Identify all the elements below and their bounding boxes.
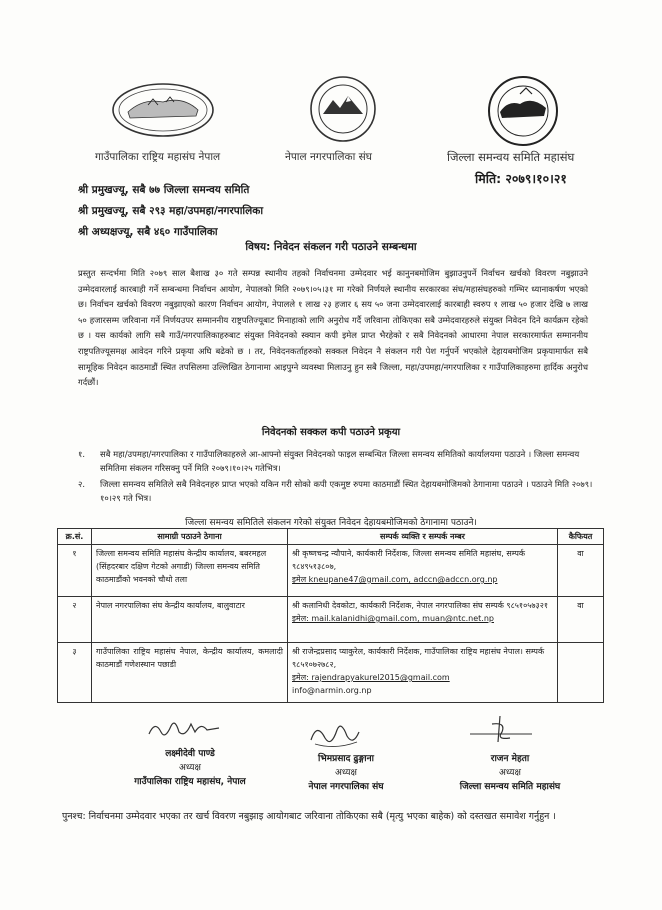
column-header: सामाग्री पठाउने ठेगाना: [92, 529, 288, 545]
column-header: क्र.सं.: [58, 529, 92, 545]
signatory-title: अध्यक्ष: [499, 768, 521, 778]
table-row: [58, 597, 604, 643]
signatory-2: [256, 752, 436, 794]
signatory-name: भिमप्रसाद ढुङ्गाना: [318, 754, 374, 764]
contact-person: श्री कृष्णचन्द्र न्यौपाने, कार्यकारी निर्देशक, जिल्ला समन्वय समिति महासंघ, सम्पर्क ९८४९५१३८०७,: [292, 549, 526, 571]
addressee-line: श्री अध्यक्षज्यू, सबै ४६० गाउँपालिका: [78, 226, 218, 238]
row-address: गाउँपालिका राष्ट्रिय महासंघ नेपाल, केन्द्रीय कार्यालय, कमलादी काठमाडौं गणेशस्थान पछाडी: [92, 643, 288, 703]
procedure-item-text: सबै महा/उपमहा/नगरपालिका र गाउँपालिकाहरुले आ-आफ्नो संयुक्त निवेदनको फाइल सम्बन्धित जिल्ला समन्वय समितिको कार्यालयमा पठाउने । जिल्ला समन्वय समितिमा संकलन गरिसक्नु पर्ने मिति २०७९।१०।२५ गतेभित्र।: [100, 449, 580, 473]
org-name-district: जिल्ला समन्वय समिति महासंघ: [447, 150, 575, 164]
signatory-1: [100, 747, 280, 789]
contact-email: इमेल kneupane47@gmail.com, adccn@adccn.org.np: [292, 575, 498, 584]
signatory-title: अध्यक्ष: [179, 763, 201, 773]
procedure-item-text: जिल्ला समन्वय समितिले सबै निवेदनहरु प्राप्त भएको यकिन गरी सोको कपी एकमुष्ट रुपमा काठमाडौं स्थित देहायबमोजिमको ठेगानामा पठाउने । पठाउने मिति २०७९।१०।२९ गते भित्र।: [100, 479, 593, 503]
row-number: ३: [58, 643, 92, 703]
letter-body: प्रस्तुत सन्दर्भमा मिति २०७९ साल बैशाख ३० गते सम्पन्न स्थानीय तहको निर्वाचनमा उम्मेदवार भई कानुनबमोजिम बुझाउनुपर्ने निर्वाचन खर्चको विवरण नबुझाउने उम्मेदवारलाई कारबाही गर्ने सम्बन्धमा निर्वाचन आयोग, नेपालको मिति २०७९।०५।३१ मा गरेको निर्णयले स्थानीय सरकारका संघ/महासंघहरुको गम्भिर ध्यानाकर्षण भएको छ। निर्वाचन खर्चको विवरण नबुझाएको कारण निर्वाचन आयोग, नेपालले १ लाख २३ हजार ६ सय ५० जना उम्मेदवारलाई कारबाही स्वरुप १ लाख ५० हजार देखि ७ लाख ५० हजारसम्म जरिवाना गर्ने निर्णयउपर सम्माननीय राष्ट्रपतिज्यूबाट मिनाहाको लागि अनुरोध गर्दै जरिवाना तोकिएका सबै उम्मेदवारहरुले संयुक्त निवेदन दिने कार्यक्रम रहेको छ । यस कार्यको लागि सबै गाउँ/नगरपालिकाहरुबाट संयुक्त निवेदनको स्क्यान कपी इमेल प्राप्त भैरहेको र सबै निवेदनको आधारमा नेपाल सरकारमार्फत सम्माननीय राष्ट्रपतिज्यूसमक्ष आवेदन गरिने प्रकृया अघि बढेको छ । तर, निवेदनकर्ताहरुको सक्कल निवेदन नै संकलन गरी पेश गर्नुपर्ने भएकोले देहायबमोजिम प्रकृयामार्फत सबै सामूहिक निवेदन काठमाडौं स्थित तपसिलमा उल्लिखित ठेगानामा आइपुग्ने व्यवस्था मिलाउनु हुन सबै जिल्ला, महा/उपमहा/नगरपालिका र गाउँपालिकाहरुमा हार्दिक अनुरोध गर्दछौं।: [78, 268, 588, 388]
org-name-gaunpalika: गाउँपालिका राष्ट्रिय महासंघ नेपाल: [95, 151, 221, 163]
logo-district-coordination-association: [486, 74, 560, 152]
signatory-org: नेपाल नगरपालिका संघ: [308, 782, 384, 792]
addressee-line: श्री प्रमुखज्यू, सबै २९३ महा/उपमहा/नगरपालिका: [78, 205, 264, 217]
letter-date: मिति: २०७९।१०।२१: [475, 171, 567, 186]
signatory-name: लक्ष्मीदेवी पाण्डे: [165, 749, 215, 759]
contact-email-secondary: info@narmin.org.np: [292, 686, 372, 695]
row-remark: [558, 643, 604, 703]
contact-email: इमेल: mail.kalanidhi@gmail.com, muan@ntc.net.np: [292, 614, 494, 623]
row-number: १: [58, 545, 92, 597]
logo-gaunpalika-association: [108, 80, 218, 144]
table-row: [58, 545, 604, 597]
row-number: २: [58, 597, 92, 643]
procedure-heading: निवेदनको सक्कल कपी पठाउने प्रकृया: [261, 427, 401, 438]
org-name-municipal: नेपाल नगरपालिका संघ: [285, 151, 372, 163]
row-remark: वा: [558, 597, 604, 643]
procedure-item-number: २.: [78, 479, 86, 489]
contact-person: श्री राजेन्द्रप्रसाद प्याकुरेल, कार्यकारी निर्देशक, गाउँपालिका राष्ट्रिय महासंघ नेपाल। सम्पर्क ९८५१०७२७८२,: [292, 647, 545, 669]
signature-scribble-2: [305, 716, 365, 752]
letter-subject: विषय: निवेदन संकलन गरी पठाउने सम्बन्धमा: [245, 241, 417, 253]
signatory-org: जिल्ला समन्वय समिति महासंघ: [459, 782, 561, 792]
signature-scribble-1: [145, 714, 225, 744]
column-header: सम्पर्क व्यक्ति र सम्पर्क नम्बर: [288, 529, 558, 545]
row-contact: [288, 597, 558, 643]
column-header: कैफियत: [558, 529, 604, 545]
postscript-note: पुनश्च: निर्वाचनमा उम्मेदवार भएका तर खर्च विवरण नबुझाइ आयोगबाट जरिवाना तोकिएका सबै (मृत्यु भएका बाहेक) को दस्तखत समावेश गर्नुहुन ।: [62, 811, 556, 822]
signatory-org: गाउँपालिका राष्ट्रिय महासंघ, नेपाल: [134, 777, 246, 787]
row-remark: वा: [558, 545, 604, 597]
row-contact: [288, 643, 558, 703]
contact-email: इमेल: rajendrapyakurel2015@gmail.com: [292, 673, 450, 682]
signatory-3: [420, 752, 600, 794]
signature-scribble-3: [462, 712, 542, 748]
row-address: जिल्ला समन्वय समिति महासंघ केन्द्रीय कार्यालय, बबरमहल (सिंहदरबार दक्षिण गेटको अगाडी) जिल्ला समन्वय समिति काठमाडौंको भवनको चौथो तला: [92, 545, 288, 597]
signatory-title: अध्यक्ष: [335, 768, 357, 778]
row-contact: [288, 545, 558, 597]
procedure-item-number: १.: [78, 449, 86, 459]
addressee-line: श्री प्रमुखज्यू, सबै ७७ जिल्ला समन्वय समिति: [78, 184, 250, 196]
logo-municipal-association: [308, 74, 378, 148]
table-header-row: [58, 529, 604, 545]
address-table: [57, 528, 604, 703]
signatory-name: राजन मेहता: [490, 754, 530, 764]
contact-person: श्री कलानिधी देवकोटा, कार्यकारी निर्देशक, नेपाल नगरपालिका संघ सम्पर्क ९८५१०५७३२१: [292, 601, 549, 610]
table-caption: जिल्ला समन्वय समितिले संकलन गरेको संयुक्त निवेदन देहायबमोजिमको ठेगानामा पठाउने।: [185, 518, 477, 528]
table-row: [58, 643, 604, 703]
row-address: नेपाल नगरपालिका संघ केन्द्रीय कार्यालय, बालुवाटार: [92, 597, 288, 643]
